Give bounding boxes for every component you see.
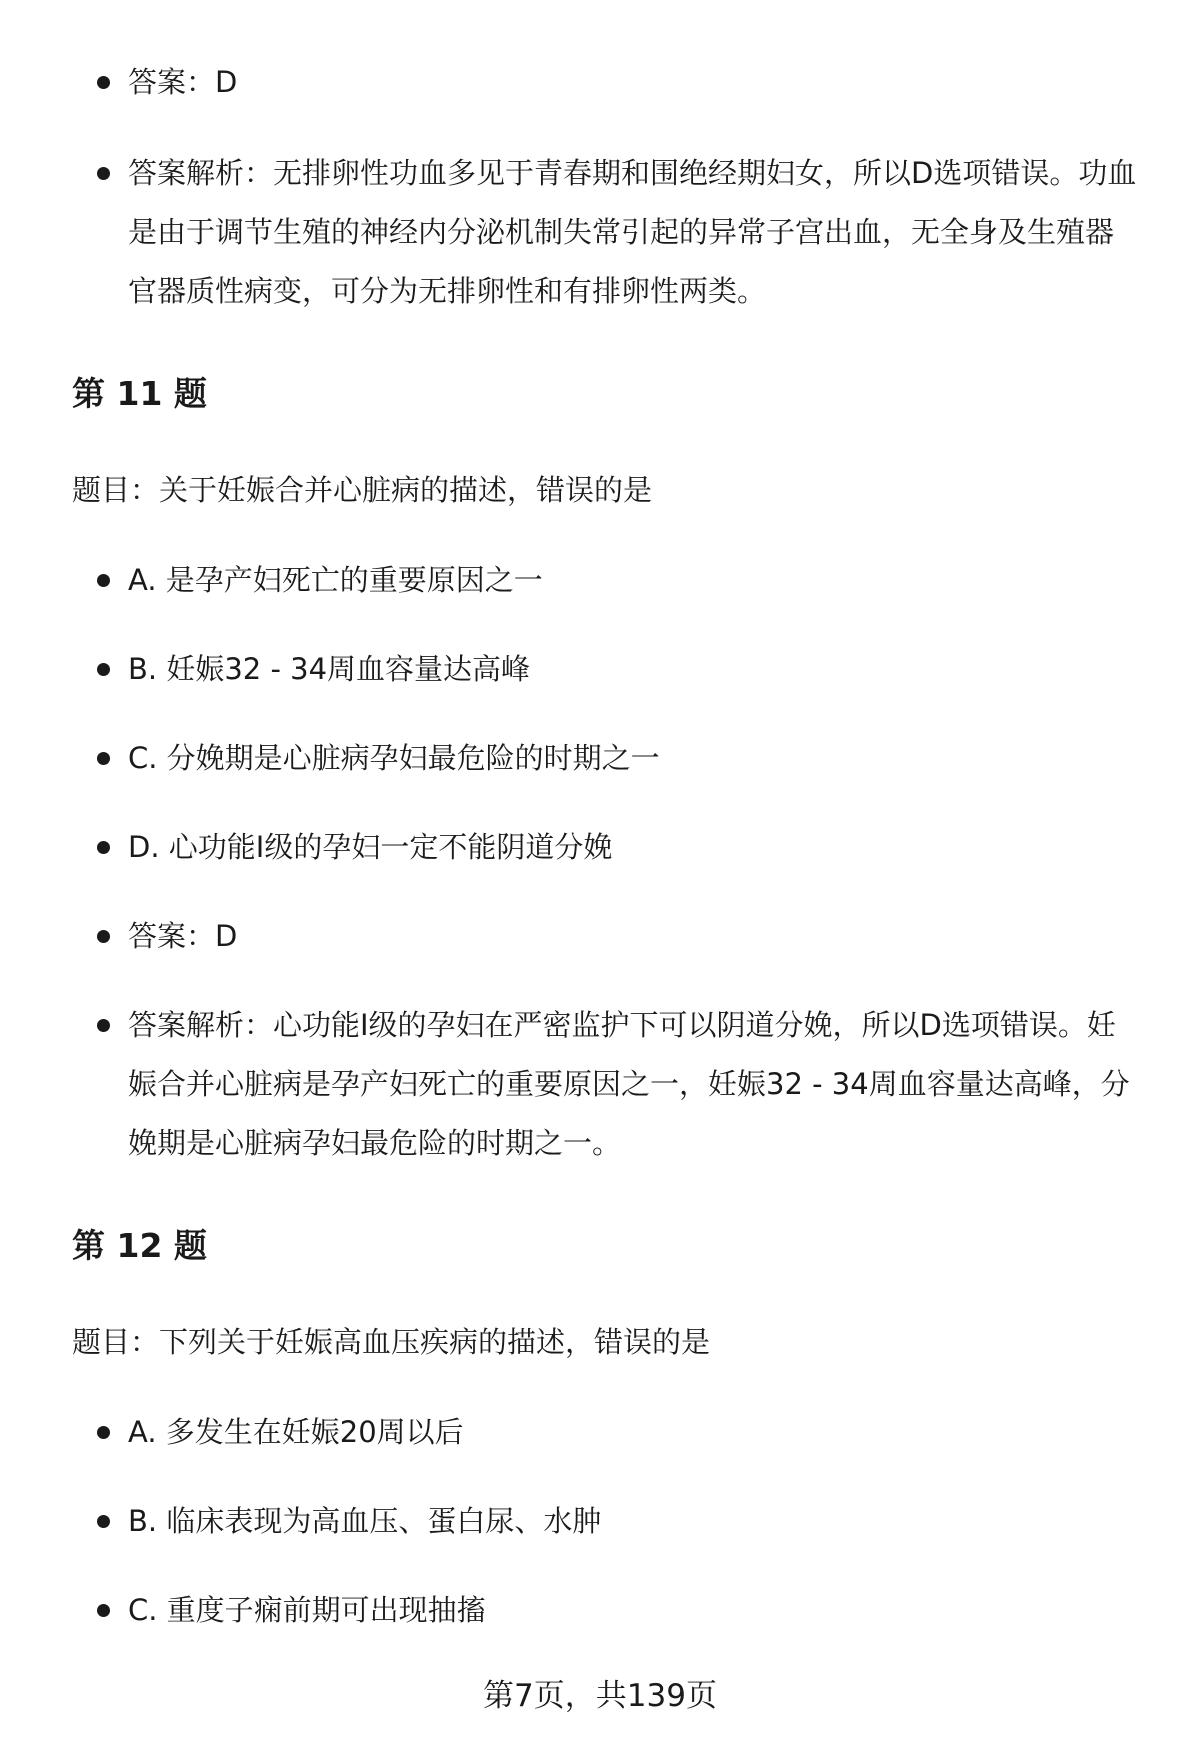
q12-option-a <box>0 1403 1200 1462</box>
bullet-icon <box>97 1019 110 1032</box>
q11-heading: 第 11 题 <box>72 374 207 413</box>
bullet-icon <box>97 76 110 89</box>
prev-answer: 答案：D <box>128 65 238 99</box>
option-text: B. 妊娠32 - 34周血容量达高峰 <box>128 652 531 686</box>
q11-answer-item <box>0 907 1200 966</box>
option-text: C. 分娩期是心脏病孕妇最危险的时期之一 <box>128 741 660 775</box>
option-text: C. 重度子痫前期可出现抽搐 <box>128 1593 486 1627</box>
bullet-icon <box>97 574 110 587</box>
q11-option-b <box>0 640 1200 699</box>
q11-option-a <box>0 551 1200 610</box>
bullet-icon <box>97 930 110 943</box>
bullet-icon <box>97 841 110 854</box>
q12-heading: 第 12 题 <box>72 1226 207 1265</box>
prev-answer-item <box>0 53 1200 112</box>
prev-explanation-item <box>0 144 1200 321</box>
page-indicator: 第7页，共139页 <box>483 1678 717 1714</box>
q12-option-c <box>0 1581 1200 1640</box>
option-text: D. 心功能Ⅰ级的孕妇一定不能阴道分娩 <box>128 830 613 864</box>
prev-explanation: 答案解析：无排卵性功血多见于青春期和围绝经期妇女，所以D选项错误。功血是由于调节生殖的神经内分泌机制失常引起的异常子宫出血，无全身及生殖器官器质性病变，可分为无排卵性和有排卵性两类。 <box>128 156 1137 308</box>
option-text: B. 临床表现为高血压、蛋白尿、水肿 <box>128 1504 602 1538</box>
bullet-icon <box>97 167 110 180</box>
q12-option-b <box>0 1492 1200 1551</box>
bullet-icon <box>97 1604 110 1617</box>
option-text: A. 多发生在妊娠20周以后 <box>128 1415 464 1449</box>
q11-explanation-item <box>0 996 1200 1173</box>
bullet-icon <box>97 752 110 765</box>
option-text: A. 是孕产妇死亡的重要原因之一 <box>128 563 543 597</box>
q12-question: 题目：下列关于妊娠高血压疾病的描述，错误的是 <box>72 1325 711 1359</box>
q11-option-c <box>0 729 1200 788</box>
bullet-icon <box>97 1515 110 1528</box>
q11-answer: 答案：D <box>128 919 238 953</box>
bullet-icon <box>97 1426 110 1439</box>
q11-explanation: 答案解析：心功能Ⅰ级的孕妇在严密监护下可以阴道分娩，所以D选项错误。妊娠合并心脏病是孕产妇死亡的重要原因之一，妊娠32 - 34周血容量达高峰，分娩期是心脏病孕妇最危险的时期之一。 <box>128 1008 1130 1160</box>
q11-question: 题目：关于妊娠合并心脏病的描述，错误的是 <box>72 473 653 507</box>
q11-option-d <box>0 818 1200 877</box>
bullet-icon <box>97 663 110 676</box>
